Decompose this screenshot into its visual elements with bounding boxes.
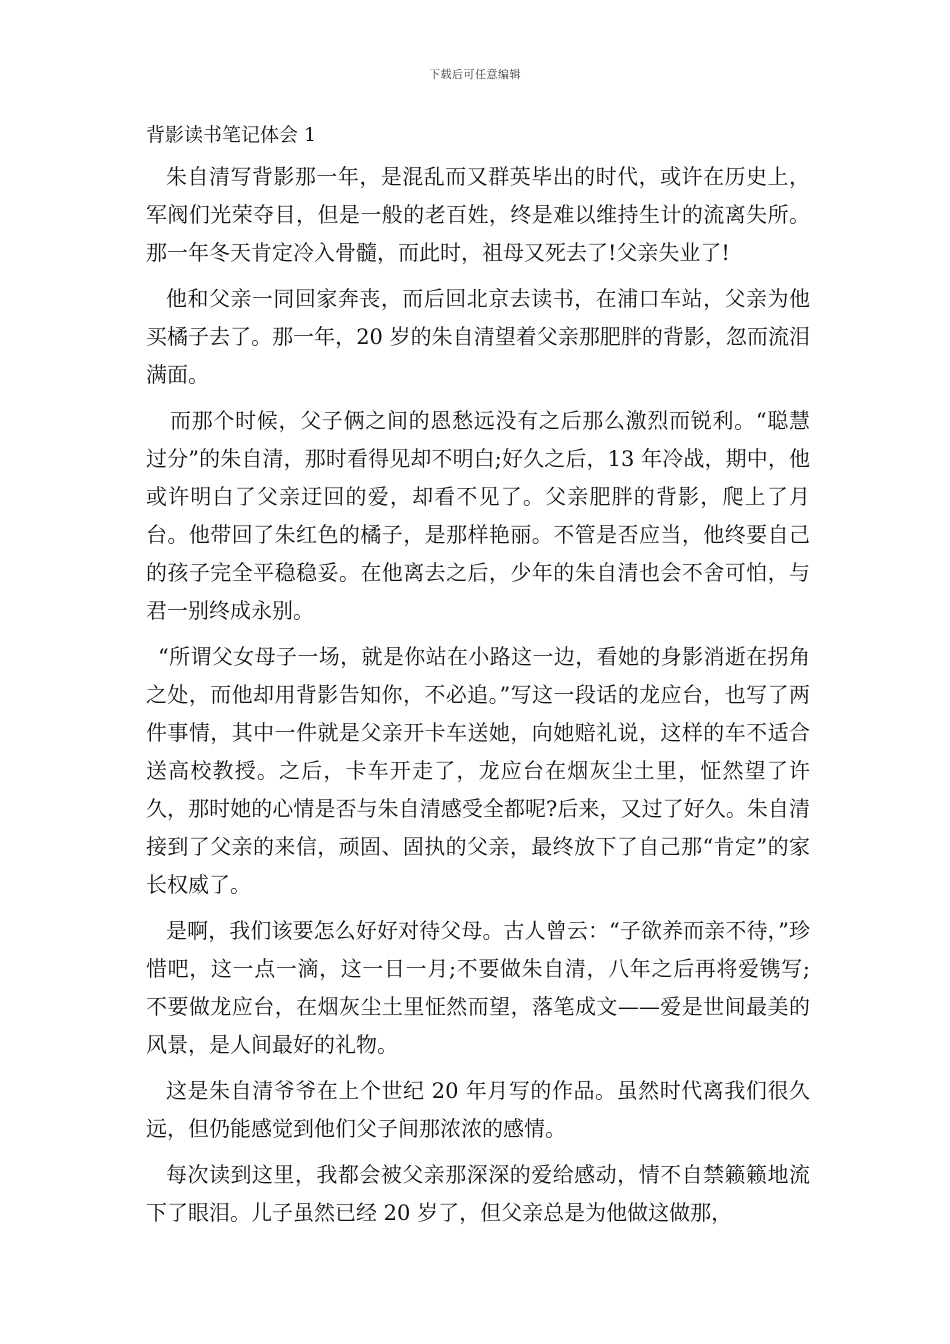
paragraph-3: 而那个时候，父子俩之间的恩愁远没有之后那么激烈而锐利。“聪慧过分”的朱自清，那时看得见却不明白;好久之后，13 年冷战，期中，他或许明白了父亲迂回的爱，却看不见了。父亲肥胖的背影，爬上了月台。他带回了朱红色的橘子，是那样艳丽。不管是否应当，他终要自己的孩子完全平稳稳妥。在他离去之后，少年的朱自清也会不舍可怕，与君一别终成永别。 [146,409,810,623]
document-title: 背影读书笔记体会 1 [146,124,317,146]
page-header: 下载后可任意编辑 [429,68,521,81]
paragraph-2: 他和父亲一同回家奔丧，而后回北京去读书，在浦口车站，父亲为他买橘子去了。那一年，20 岁的朱自清望着父亲那肥胖的背影，忽而流泪满面。 [146,287,810,387]
document-body [146,120,810,1232]
paragraph-4: “所谓父女母子一场，就是你站在小路这一边，看她的身影消逝在拐角之处，而他却用背影告知你，不必追。”写这一段话的龙应台，也写了两件事情，其中一件就是父亲开卡车送她，向她赔礼说，这样的车不适合送高校教授。之后，卡车开走了，龙应台在烟灰尘土里，怔然望了许久，那时她的心情是否与朱自清感受全都呢?后来，又过了好久。朱自清接到了父亲的来信，顽固、固执的父亲，最终放下了自己那“肯定”的家长权威了。 [146,645,810,897]
paragraph-7: 每次读到这里，我都会被父亲那深深的爱给感动，情不自禁籁籁地流下了眼泪。儿子虽然已经 20 岁了，但父亲总是为他做这做那， [146,1163,810,1225]
paragraph-5: 是啊，我们该要怎么好好对待父母。古人曾云：“子欲养而亲不待，”珍惜吧，这一点一滴，这一日一月;不要做朱自清，八年之后再将爱镌写;不要做龙应台，在烟灰尘土里怔然而望，落笔成文——爱是世间最美的风景，是人间最好的礼物。 [146,919,810,1057]
paragraph-6: 这是朱自清爷爷在上个世纪 20 年月写的作品。虽然时代离我们很久远，但仍能感觉到他们父子间那浓浓的感情。 [146,1079,810,1141]
paragraph-1: 朱自清写背影那一年，是混乱而又群英毕出的时代，或许在历史上，军阀们光荣夺目，但是一般的老百姓，终是难以维持生计的流离失所。那一年冬天肯定冷入骨髓，而此时，祖母又死去了!父亲失业了! [146,165,810,265]
